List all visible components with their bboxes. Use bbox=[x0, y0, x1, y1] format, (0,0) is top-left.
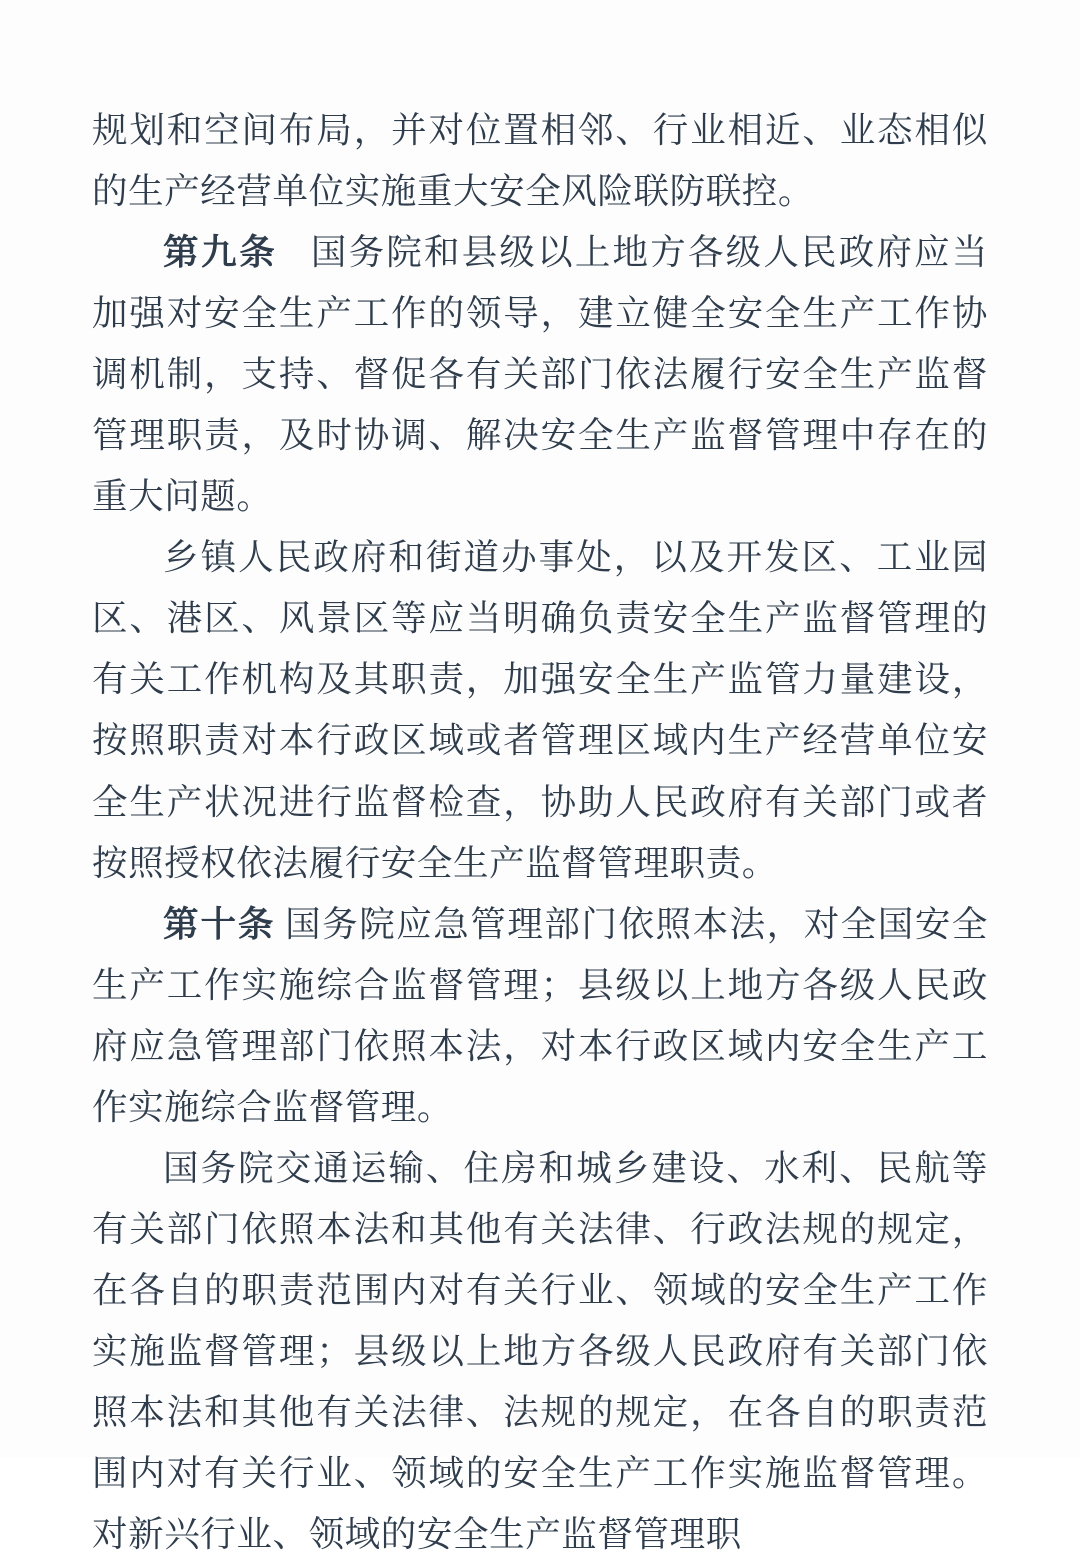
paragraph-text: 国务院和县级以上地方各级人民政府应当加强对安全生产工作的领导，建立健全安全生产工作协调机制，支持、督促各有关部门依法履行安全生产监督管理职责，及时协调、解决安全生产监督管理中存在的重大问题。 bbox=[92, 232, 988, 517]
paragraph-text: 国务院交通运输、住房和城乡建设、水利、民航等有关部门依照本法和其他有关法律、行政法规的规定，在各自的职责范围内对有关行业、领域的安全生产工作实施监督管理；县级以上地方各级人民政府有关部门依照本法和其他有关法律、法规的规定，在各自的职责范围内对有关行业、领域的安全生产工作实施监督管理。对新兴行业、领域的安全生产监督管理职 bbox=[92, 1147, 988, 1555]
article-label-ten: 第十条 bbox=[163, 903, 276, 944]
paragraph-continuation bbox=[92, 100, 988, 222]
paragraph-article-10-second bbox=[92, 1138, 988, 1565]
paragraph-article-9 bbox=[92, 222, 988, 527]
article-label-nine: 第九条 bbox=[163, 232, 278, 273]
paragraph-article-9-second bbox=[92, 527, 988, 893]
paragraph-text: 乡镇人民政府和街道办事处，以及开发区、工业园区、港区、风景区等应当明确负责安全生产监督管理的有关工作机构及其职责，加强安全生产监管力量建设，按照职责对本行政区域或者管理区域内生产经营单位安全生产状况进行监督检查，协助人民政府有关部门或者按照授权依法履行安全生产监督管理职责。 bbox=[92, 537, 988, 883]
paragraph-text: 国务院应急管理部门依照本法，对全国安全生产工作实施综合监督管理；县级以上地方各级人民政府应急管理部门依照本法，对本行政区域内安全生产工作实施综合监督管理。 bbox=[92, 903, 988, 1127]
document-body bbox=[92, 100, 988, 1565]
paragraph-text: 规划和空间布局，并对位置相邻、行业相近、业态相似的生产经营单位实施重大安全风险联防联控。 bbox=[92, 110, 988, 212]
paragraph-article-10 bbox=[92, 894, 988, 1138]
